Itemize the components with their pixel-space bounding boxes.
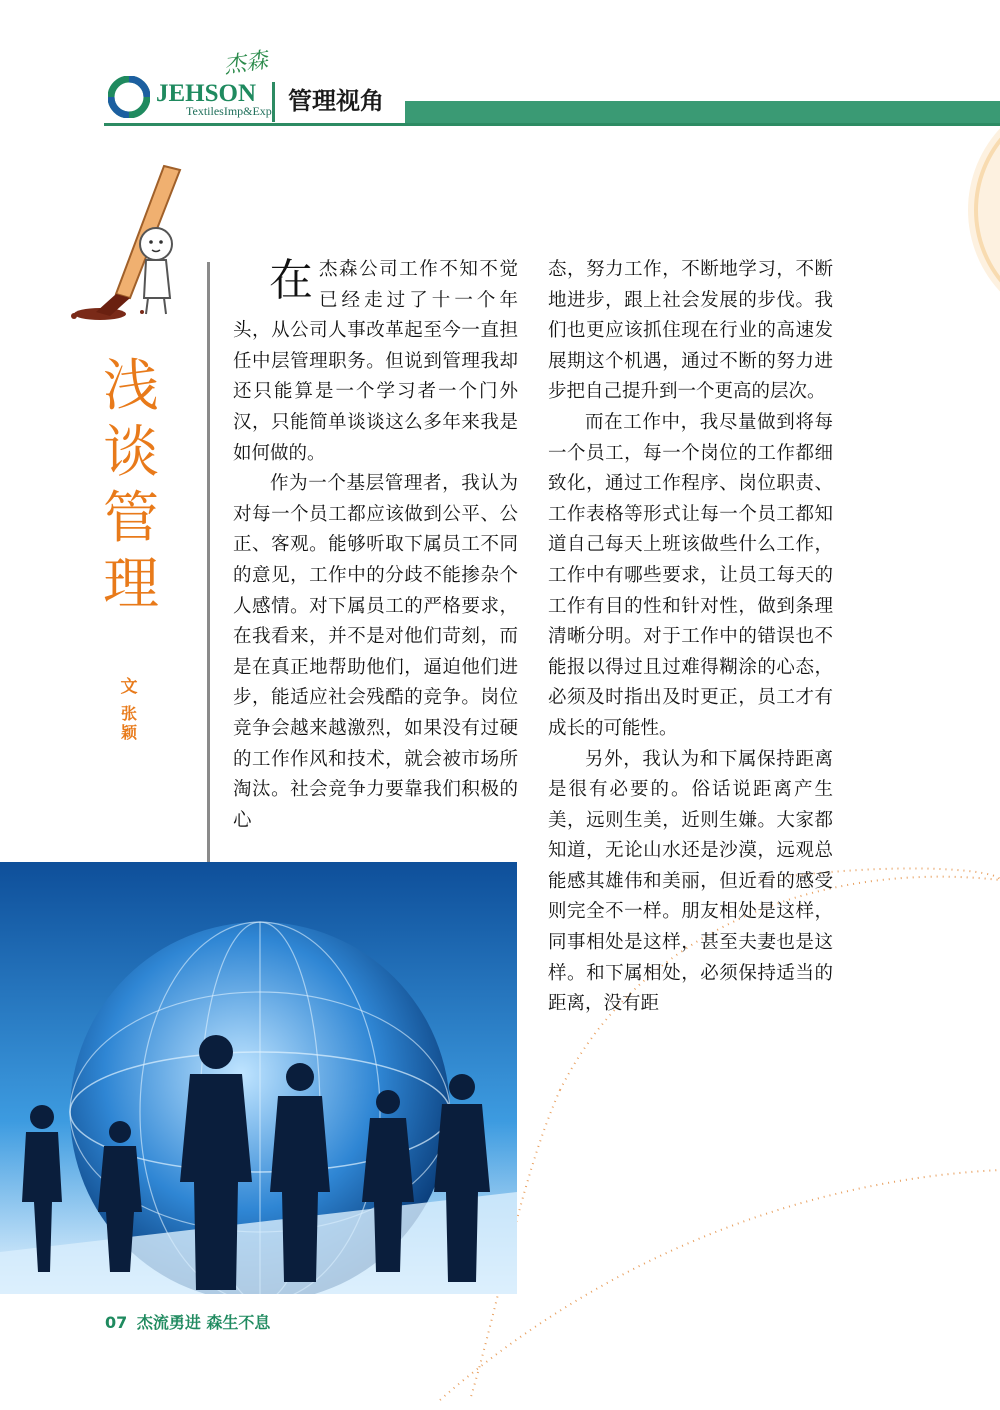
byline-author: 张颖 [120, 704, 137, 742]
header-bar [405, 101, 1000, 123]
article-title-char: 管 [103, 486, 159, 551]
article-title [96, 354, 166, 618]
logo-text: JEHSON [156, 80, 257, 107]
header-rule [104, 123, 1000, 126]
header-divider [272, 82, 275, 122]
article-column-1 [233, 255, 518, 836]
brush-cartoon-icon [60, 158, 200, 328]
paragraph-2-part-1: 作为一个基层管理者，我认为对每一个员工都应该做到公平、公正、客观。能够听取下属员工不同的意见，工作中的分歧不能掺杂个人感情。对下属员工的严格要求，在我看来，并不是对他们苛刻，而是在真正地帮助他们，逼迫他们进步，能适应社会残酷的竞争。岗位竞争会越来越激烈，如果没有过硬的工作作风和技术，就会被市场所淘汰。社会竞争力要靠我们积极的心 [233, 473, 518, 831]
article-title-char: 谈 [103, 420, 159, 485]
logo-mark-icon [108, 76, 150, 118]
logo-subtitle: TextilesImp&Exp [186, 104, 272, 118]
logo-chinese: 杰森 [222, 48, 270, 79]
page-number: 07 [105, 1313, 128, 1332]
paragraph-4: 另外，我认为和下属保持距离是很有必要的。俗话说距离产生美，远则生美，近则生嫌。大家都知道，无论山水还是沙漠，远观总能感其雄伟和美丽，但近看的感受则完全不一样。朋友相处是这样，同事相处是这样，甚至夫妻也是这样。和下属相处，必须保持适当的距离，没有距 [548, 748, 833, 1015]
article-column-2 [548, 255, 833, 1020]
business-globe-illustration [0, 862, 517, 1294]
byline [118, 676, 140, 742]
vertical-rule [207, 262, 210, 865]
paragraph-2-part-2: 态，努力工作，不断地学习，不断地进步，跟上社会发展的步伐。我们也更应该抓住现在行业的高速发展期这个机遇，通过不断的努力进步把自己提升到一个更高的层次。 [548, 259, 833, 403]
section-title: 管理视角 [288, 87, 384, 115]
article-title-char: 理 [103, 552, 159, 617]
byline-label: 文 [120, 677, 138, 697]
drop-cap: 在 [269, 255, 313, 306]
footer-slogan: 杰流勇进 森生不息 [136, 1313, 271, 1332]
paragraph-3: 而在工作中，我尽量做到将每一个员工，每一个岗位的工作都细致化，通过工作程序、岗位职责、工作表格等形式让每一个员工都知道自己每天上班该做些什么工作，工作中有哪些要求，让员工每天的工作有目的性和针对性，做到条理清晰分明。对于工作中的错误也不能报以得过且过难得糊涂的心态，必须及时指出及时更正，员工才有成长的可能性。 [548, 411, 833, 739]
paragraph-1-text: 杰森公司工作不知不觉已经走过了十一个年头，从公司人事改革起至今一直担任中层管理职务。但说到管理我却还只能算是一个学习者一个门外汉，只能简单谈谈这么多年来我是如何做的。 [233, 259, 518, 464]
footer [105, 1313, 270, 1333]
paragraph-1 [233, 255, 518, 469]
article-title-char: 浅 [103, 354, 159, 419]
